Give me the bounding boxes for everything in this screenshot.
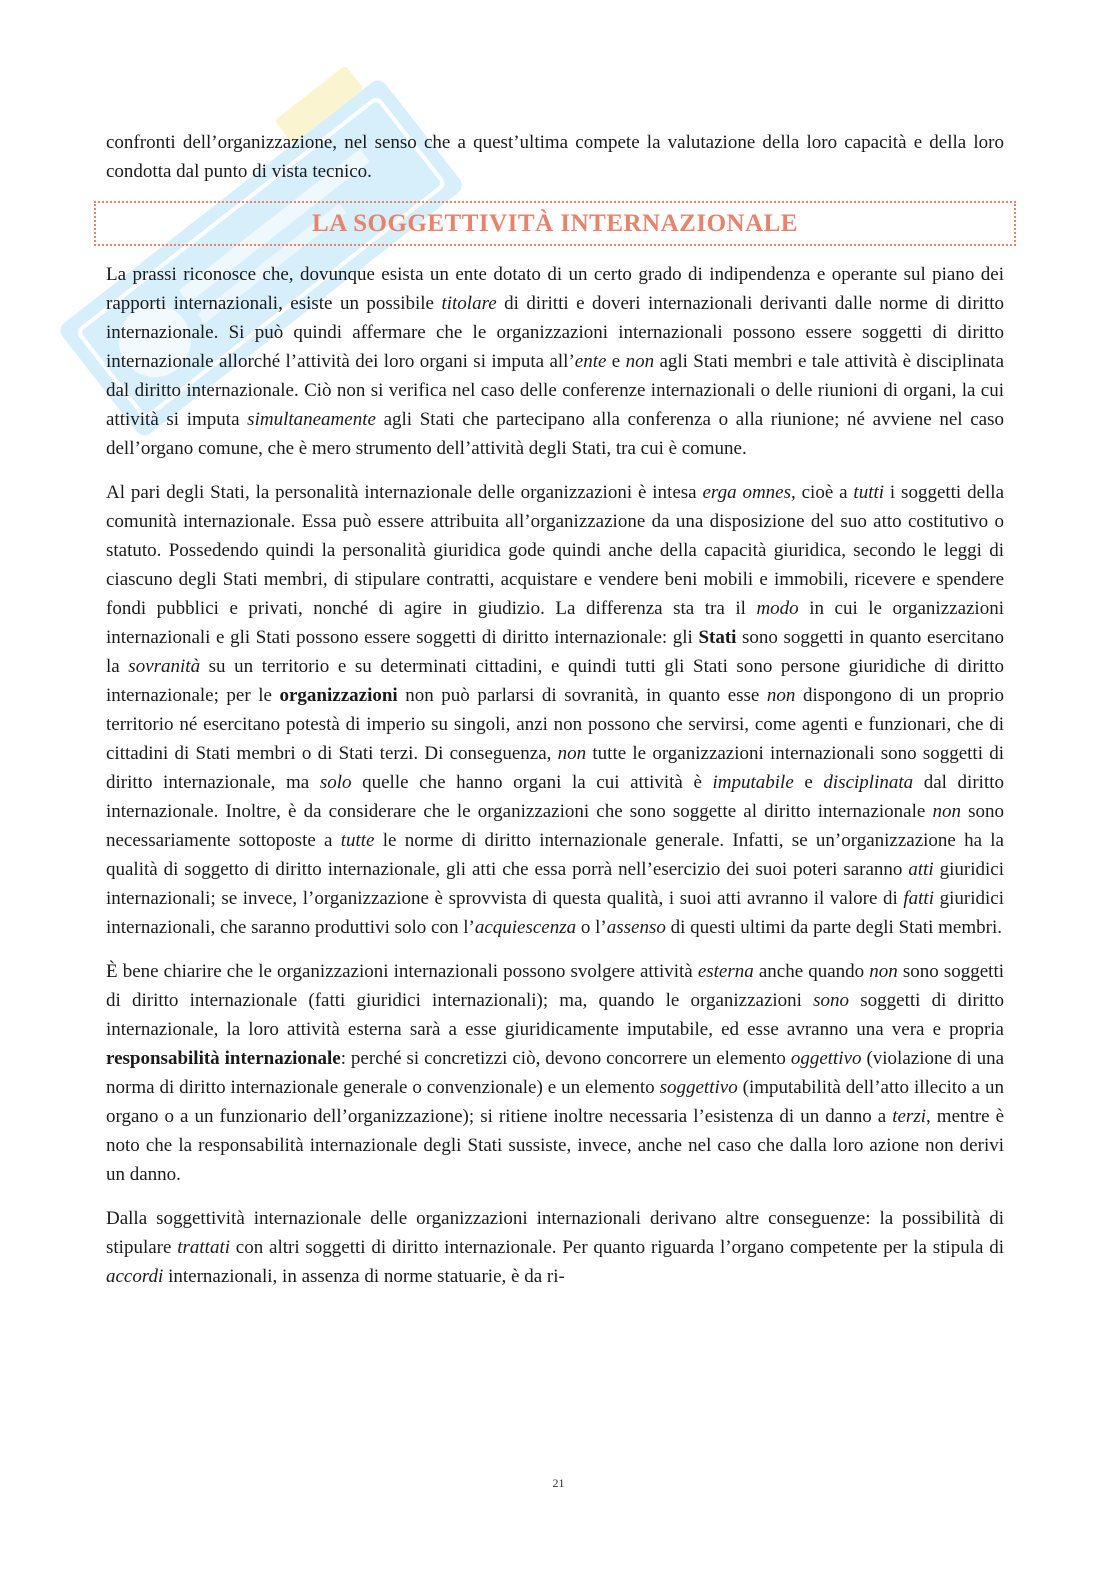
section-heading-box <box>94 201 1016 246</box>
section-heading: LA SOGGETTIVITÀ INTERNAZIONALE <box>312 210 798 237</box>
page-number: 21 <box>552 1476 565 1490</box>
paragraph-3: È bene chiarire che le organizzazioni internazionali possono svolgere attività esterna anche quando non sono soggetti di diritto internazionale (fatti giuridici internazionali); ma, quando le organizzazioni sono soggetti di diritto internazionale, la loro attività esterna sarà a esse giuridicamente imputabile, ed esse avranno una vera e propria responsabilità internazionale: perché si concretizzi ciò, devono concorrere un elemento oggettivo (violazione di una norma di diritto internazionale generale o convenzionale) e un elemento soggettivo (imputabilità dell’atto illecito a un organo o a un funzionario dell’organizzazione); si ritiene inoltre necessaria l’esistenza di un danno a terzi, mentre è noto che la responsabilità internazionale degli Stati sussiste, invece, anche nel caso che dalla loro azione non derivi un danno. <box>106 961 1005 1185</box>
document-page <box>106 128 1004 1306</box>
paragraph-1: La prassi riconosce che, dovunque esista un ente dotato di un certo grado di indipendenza e operante sul piano dei rapporti internazionali, esiste un possibile titolare di diritti e doveri internazionali derivanti dalle norme di diritto internazionale. Si può quindi affermare che le organizzazioni internazionali possono essere soggetti di diritto internazionale allorché l’attività dei loro organi si imputa all’ente e non agli Stati membri e tale attività è disciplinata dal diritto internazionale. Ciò non si verifica nel caso delle conferenze internazionali o delle riunioni di organi, la cui attività si imputa simultaneamente agli Stati che partecipano alla conferenza o alla riunione; né avviene nel caso dell’organo comune, che è mero strumento dell’attività degli Stati, tra cui è comune. <box>106 264 1005 459</box>
paragraph-4: Dalla soggettività internazionale delle organizzazioni internazionali derivano altre conseguenze: la possibilità di stipulare trattati con altri soggetti di diritto internazionale. Per quanto riguarda l’organo competente per la stipula di accordi internazionali, in assenza di norme statuarie, è da ri- <box>106 1208 1004 1287</box>
paragraph-2: Al pari degli Stati, la personalità internazionale delle organizzazioni è intesa erga omnes, cioè a tutti i soggetti della comunità internazionale. Essa può essere attribuita all’organizzazione da una disposizione del suo atto costitutivo o statuto. Possedendo quindi la personalità giuridica gode quindi anche della capacità giuridica, secondo le leggi di ciascuno degli Stati membri, di stipulare contratti, acquistare e vendere beni mobili e immobili, ricevere e spendere fondi pubblici e privati, nonché di agire in giudizio. La differenza sta tra il modo in cui le organizzazioni internazionali e gli Stati possono essere soggetti di diritto internazionale: gli Stati sono soggetti in quanto esercitano la sovranità su un territorio e su determinati cittadini, e quindi tutti gli Stati sono persone giuridiche di diritto internazionale; per le organizzazioni non può parlarsi di sovranità, in quanto esse non dispongono di un proprio territorio né esercitano potestà di imperio su singoli, anzi non possono che servirsi, come agenti e funzionari, che di cittadini di Stati membri o di Stati terzi. Di conseguenza, non tutte le organizzazioni internazionali sono soggetti di diritto internazionale, ma solo quelle che hanno organi la cui attività è imputabile e disciplinata dal diritto internazionale. Inoltre, è da considerare che le organizzazioni che sono soggette al diritto internazionale non sono necessariamente sottoposte a tutte le norme di diritto internazionale generale. Infatti, se un’organizzazione ha la qualità di soggetto di diritto internazionale, gli atti che essa porrà nell’esercizio dei suoi poteri saranno atti giuridici internazionali; se invece, l’organizzazione è sprovvista di questa qualità, i suoi atti avranno il valore di fatti giuridici internazionali, che saranno produttivi solo con l’acquiescenza o l’assenso di questi ultimi da parte degli Stati membri. <box>106 482 1005 938</box>
intro-paragraph: confronti dell’organizzazione, nel senso che a quest’ultima compete la valutazione della loro capacità e della loro condotta dal punto di vista tecnico. <box>106 132 1004 182</box>
